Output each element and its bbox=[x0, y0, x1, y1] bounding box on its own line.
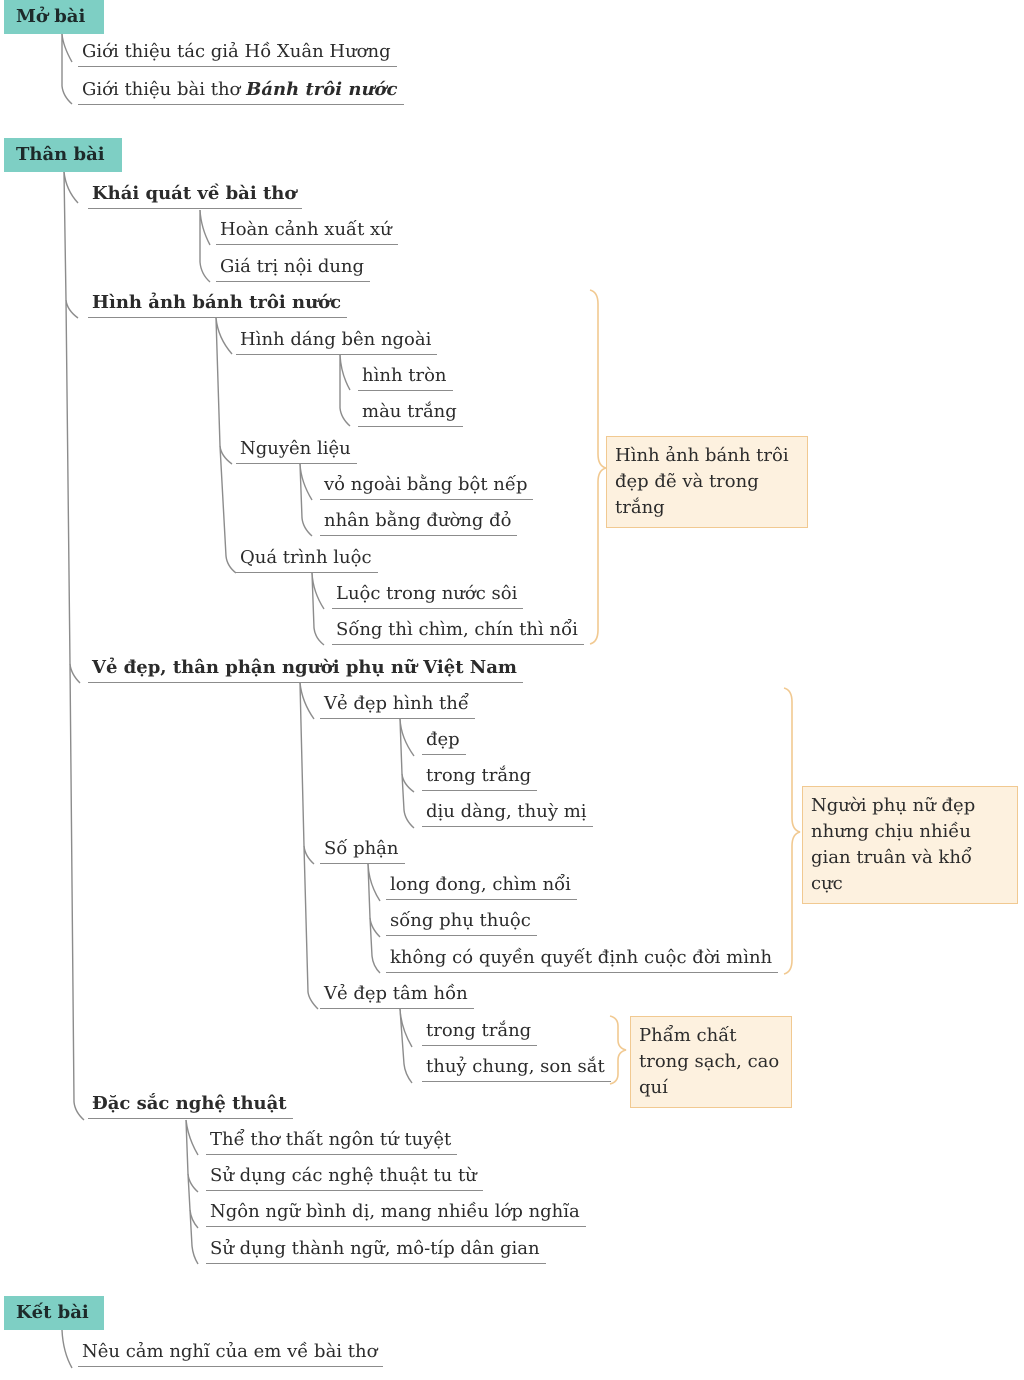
tam-hon-item: trong trắng bbox=[422, 1019, 537, 1046]
hinh-dang-item: màu trắng bbox=[358, 400, 463, 427]
note-tam-hon: Phẩm chất trong sạch, cao quí bbox=[630, 1016, 792, 1108]
nghe-thuat-item: Thể thơ thất ngôn tứ tuyệt bbox=[206, 1128, 457, 1155]
hinh-dang-node: Hình dáng bên ngoài bbox=[236, 328, 437, 355]
brace-tam-hon bbox=[610, 1016, 626, 1084]
tam-hon-node: Vẻ đẹp tâm hồn bbox=[320, 982, 474, 1009]
so-phan-item: sống phụ thuộc bbox=[386, 909, 537, 936]
nghe-thuat-item: Sử dụng các nghệ thuật tu từ bbox=[206, 1164, 483, 1191]
khai-quat-item: Hoàn cảnh xuất xứ bbox=[216, 218, 398, 245]
nguyen-lieu-item: vỏ ngoài bằng bột nếp bbox=[320, 473, 533, 500]
khai-quat-heading: Khái quát về bài thơ bbox=[88, 182, 302, 209]
note-hinh-anh: Hình ảnh bánh trôi đẹp đẽ và trong trắng bbox=[606, 436, 808, 528]
hinh-the-item: trong trắng bbox=[422, 764, 537, 791]
hinh-the-node: Vẻ đẹp hình thể bbox=[320, 692, 475, 719]
tam-hon-item: thuỷ chung, son sắt bbox=[422, 1055, 611, 1082]
note-so-phan: Người phụ nữ đẹp nhưng chịu nhiều gian truân và khổ cực bbox=[802, 786, 1018, 904]
mo-bai-item-author: Giới thiệu tác giả Hồ Xuân Hương bbox=[78, 40, 397, 67]
mo-bai-item-poem-text: Giới thiệu bài thơ bbox=[82, 79, 241, 100]
nghe-thuat-heading: Đặc sắc nghệ thuật bbox=[88, 1092, 293, 1119]
so-phan-item: long đong, chìm nổi bbox=[386, 873, 577, 900]
section-ket-bai: Kết bài bbox=[4, 1296, 104, 1330]
khai-quat-item: Giá trị nội dung bbox=[216, 255, 370, 282]
hinh-the-item: đẹp bbox=[422, 728, 466, 755]
qua-trinh-item: Sống thì chìm, chín thì nổi bbox=[332, 618, 584, 645]
section-than-bai: Thân bài bbox=[4, 138, 122, 172]
qua-trinh-node: Quá trình luộc bbox=[236, 546, 378, 573]
hinh-anh-heading: Hình ảnh bánh trôi nước bbox=[88, 291, 347, 318]
hinh-the-item: dịu dàng, thuỳ mị bbox=[422, 800, 593, 827]
ket-bai-item: Nêu cảm nghĩ của em về bài thơ bbox=[78, 1340, 383, 1367]
brace-so-phan bbox=[784, 688, 800, 974]
mo-bai-item-poem bbox=[78, 78, 404, 105]
so-phan-node: Số phận bbox=[320, 837, 405, 864]
nguyen-lieu-item: nhân bằng đường đỏ bbox=[320, 509, 517, 536]
nguyen-lieu-node: Nguyên liệu bbox=[236, 437, 357, 464]
ve-dep-heading: Vẻ đẹp, thân phận người phụ nữ Việt Nam bbox=[88, 656, 523, 683]
so-phan-item: không có quyền quyết định cuộc đời mình bbox=[386, 946, 778, 973]
hinh-dang-item: hình tròn bbox=[358, 364, 453, 391]
poem-title: Bánh trôi nước bbox=[246, 79, 398, 100]
nghe-thuat-item: Ngôn ngữ bình dị, mang nhiều lớp nghĩa bbox=[206, 1200, 586, 1227]
section-mo-bai: Mở bài bbox=[4, 0, 104, 34]
qua-trinh-item: Luộc trong nước sôi bbox=[332, 582, 523, 609]
brace-hinh-anh bbox=[590, 290, 606, 644]
nghe-thuat-item: Sử dụng thành ngữ, mô-típ dân gian bbox=[206, 1237, 546, 1264]
